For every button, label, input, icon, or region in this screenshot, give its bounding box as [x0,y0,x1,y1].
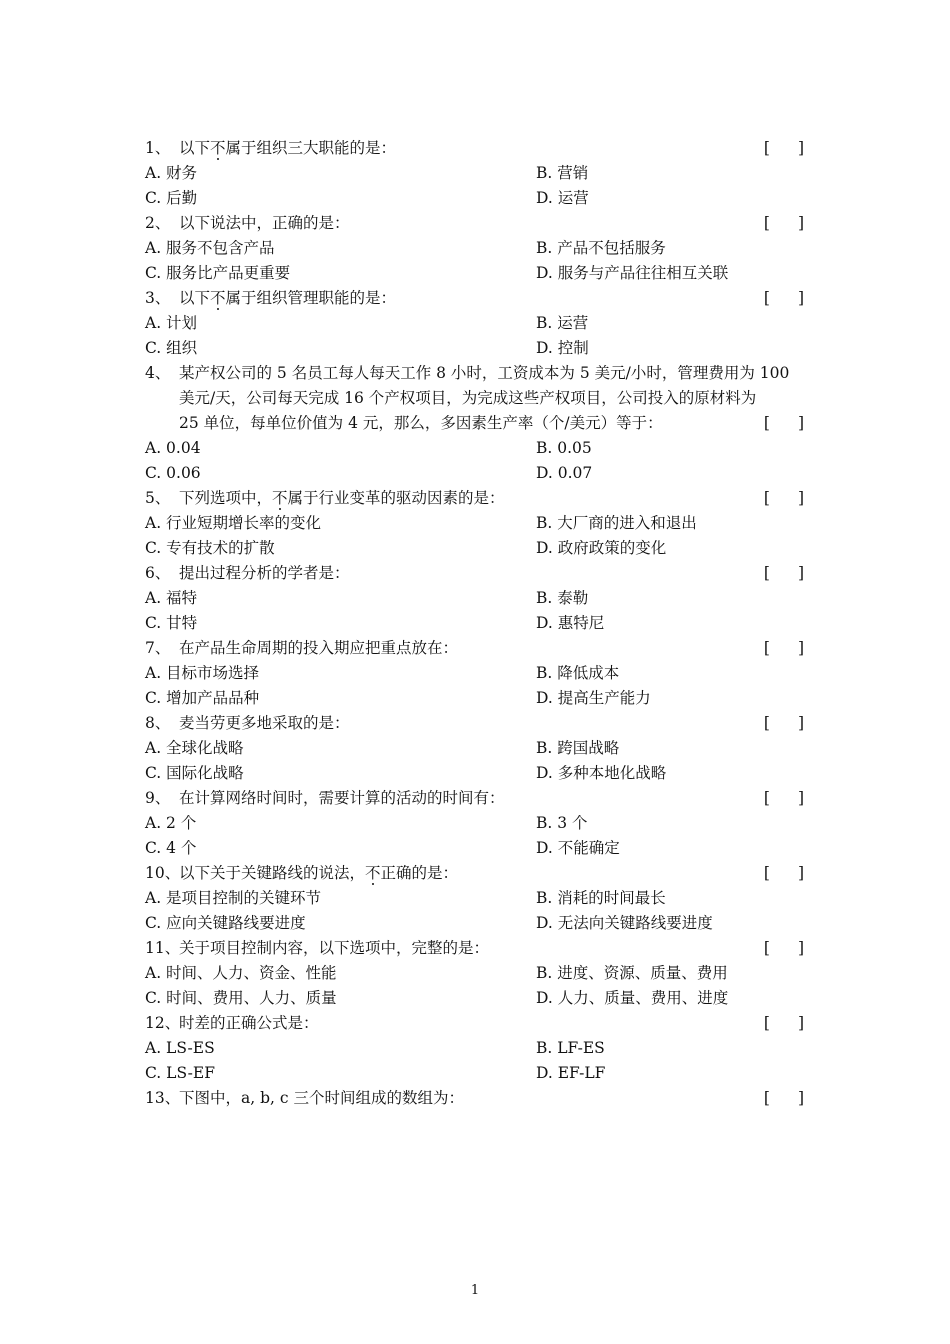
option-row [145,911,810,936]
bracket-left: [ [763,214,770,232]
bracket-right: ] [797,414,804,432]
bracket-left: [ [763,939,770,957]
answer-option: C. 甘特 [145,614,198,632]
answer-option: A. 服务不包含产品 [145,239,275,257]
answer-option: C. 专有技术的扩散 [145,539,275,557]
question-number: 12、 [145,1014,181,1032]
bracket-right: ] [797,489,804,507]
answer-option: B. 泰勒 [536,589,589,607]
question-number: 8、 [145,714,171,732]
answer-bracket[interactable] [764,486,804,511]
answer-bracket[interactable] [764,636,804,661]
option-row [145,811,810,836]
answer-option: B. 降低成本 [536,664,620,682]
question-text: 某产权公司的 5 名员工每人每天工作 8 小时，工资成本为 5 美元/小时，管理费用为 100 [179,364,790,382]
question-text-part: 关于项目控制内容，以下选项中，完整的是： [179,939,490,957]
option-row [145,261,810,286]
answer-option: B. 跨国战略 [536,739,620,757]
question-number: 4、 [145,364,171,382]
answer-option: D. EF-LF [536,1064,606,1082]
bracket-left: [ [763,489,770,507]
question-text-part: 正确的是： [380,864,459,882]
bracket-right: ] [797,214,804,232]
question-text-line [145,411,810,436]
question-list [145,136,810,1111]
question-text [179,289,396,307]
bracket-left: [ [763,1089,770,1107]
answer-bracket[interactable] [764,786,804,811]
question-number: 10、 [145,864,181,882]
question-text: 25 单位，每单位价值为 4 元，那么，多因素生产率（个/美元）等于： [179,414,663,432]
answer-option: A. 时间、人力、资金、性能 [145,964,337,982]
answer-bracket[interactable] [764,1086,804,1111]
question-10 [145,861,810,886]
answer-option: C. 4 个 [145,839,197,857]
answer-option: C. 增加产品品种 [145,689,260,707]
question-text-part: 属于组织管理职能的是： [225,289,397,307]
answer-option: B. 运营 [536,314,589,332]
answer-option: C. 时间、费用、人力、质量 [145,989,337,1007]
emphasis-word: 不 [272,486,288,511]
bracket-right: ] [797,939,804,957]
question-text-part: 下图中，a, b, c 三个时间组成的数组为： [179,1089,464,1107]
option-row [145,511,810,536]
option-row [145,611,810,636]
emphasis-word: 不 [210,136,226,161]
answer-option: B. 产品不包括服务 [536,239,666,257]
answer-option: B. 进度、资源、质量、费用 [536,964,728,982]
bracket-left: [ [763,1014,770,1032]
answer-option: C. 国际化战略 [145,764,244,782]
question-12 [145,1011,810,1036]
answer-bracket[interactable] [764,936,804,961]
question-5 [145,486,810,511]
answer-option: A. 0.04 [145,439,201,457]
bracket-left: [ [763,864,770,882]
answer-option: C. 组织 [145,339,198,357]
answer-option: C. 后勤 [145,189,198,207]
question-text-part: 下列选项中， [179,489,273,507]
option-row [145,586,810,611]
answer-option: A. 行业短期增长率的变化 [145,514,322,532]
question-13 [145,1086,810,1111]
answer-option: A. 是项目控制的关键环节 [145,889,322,907]
question-3 [145,286,810,311]
bracket-right: ] [797,639,804,657]
question-number: 11、 [145,939,181,957]
question-text-part: 以下 [179,139,211,157]
option-row [145,886,810,911]
option-row [145,186,810,211]
question-text [179,864,458,882]
question-number: 2、 [145,214,171,232]
option-row [145,686,810,711]
question-number: 1、 [145,139,171,157]
bracket-right: ] [797,1014,804,1032]
option-row [145,661,810,686]
answer-option: D. 无法向关键路线要进度 [536,914,713,932]
answer-option: B. LF-ES [536,1039,605,1057]
question-text-line [145,386,810,411]
question-text [179,564,350,582]
bracket-left: [ [763,564,770,582]
answer-bracket[interactable] [764,1011,804,1036]
answer-option: D. 不能确定 [536,839,620,857]
question-8 [145,711,810,736]
question-4 [145,361,810,436]
question-text [179,639,458,657]
answer-option: D. 0.07 [536,464,593,482]
question-text [179,789,505,807]
bracket-left: [ [763,289,770,307]
answer-option: A. 计划 [145,314,198,332]
answer-option: C. 服务比产品更重要 [145,264,291,282]
answer-option: B. 消耗的时间最长 [536,889,666,907]
option-row [145,311,810,336]
option-row [145,336,810,361]
answer-bracket[interactable] [764,561,804,586]
bracket-right: ] [797,714,804,732]
question-number: 7、 [145,639,171,657]
answer-option: D. 服务与产品往往相互关联 [536,264,729,282]
question-text-part: 时差的正确公式是： [179,1014,319,1032]
question-text [179,489,505,507]
answer-bracket[interactable] [764,411,804,436]
answer-option: C. 0.06 [145,464,201,482]
option-row [145,1036,810,1061]
answer-option: D. 人力、质量、费用、进度 [536,989,729,1007]
emphasis-word: 不 [210,286,226,311]
answer-option: A. 福特 [145,589,198,607]
question-2 [145,211,810,236]
question-text-part: 麦当劳更多地采取的是： [179,714,350,732]
answer-bracket[interactable] [764,711,804,736]
question-number: 13、 [145,1089,181,1107]
bracket-right: ] [797,789,804,807]
answer-option: B. 3 个 [536,814,588,832]
question-text-part: 以下关于关键路线的说法， [179,864,366,882]
answer-option: B. 营销 [536,164,589,182]
option-row [145,236,810,261]
question-text [179,714,350,732]
question-text-part: 提出过程分析的学者是： [179,564,350,582]
option-row [145,436,810,461]
answer-option: A. LS-ES [145,1039,215,1057]
option-row [145,961,810,986]
answer-option: D. 提高生产能力 [536,689,651,707]
question-11 [145,936,810,961]
bracket-right: ] [797,139,804,157]
question-7 [145,636,810,661]
answer-option: B. 大厂商的进入和退出 [536,514,697,532]
question-text [179,1089,464,1107]
question-6 [145,561,810,586]
question-text-part: 属于组织三大职能的是： [225,139,397,157]
question-text [179,139,396,157]
question-number: 9、 [145,789,171,807]
bracket-right: ] [797,564,804,582]
question-text-line [145,361,810,386]
bracket-left: [ [763,139,770,157]
answer-option: D. 控制 [536,339,589,357]
option-row [145,461,810,486]
bracket-left: [ [763,714,770,732]
answer-option: D. 惠特尼 [536,614,605,632]
question-text-part: 在产品生命周期的投入期应把重点放在： [179,639,459,657]
question-number: 6、 [145,564,171,582]
answer-option: A. 财务 [145,164,198,182]
question-text [179,939,489,957]
question-text: 美元/天，公司每天完成 16 个产权项目，为完成这些产权项目，公司投入的原材料为 [179,389,757,407]
answer-option: A. 目标市场选择 [145,664,260,682]
answer-option: D. 运营 [536,189,589,207]
question-number: 5、 [145,489,171,507]
option-row [145,836,810,861]
question-text-part: 以下说法中，正确的是： [179,214,350,232]
answer-bracket[interactable] [764,211,804,236]
question-9 [145,786,810,811]
question-text [179,214,350,232]
option-row [145,986,810,1011]
bracket-left: [ [763,639,770,657]
answer-option: A. 2 个 [145,814,197,832]
answer-bracket[interactable] [764,861,804,886]
answer-option: B. 0.05 [536,439,592,457]
question-number: 3、 [145,289,171,307]
answer-option: C. 应向关键路线要进度 [145,914,306,932]
bracket-right: ] [797,1089,804,1107]
answer-option: D. 政府政策的变化 [536,539,667,557]
question-text-part: 以下 [179,289,211,307]
option-row [145,536,810,561]
page-number: 1 [470,1283,480,1298]
option-row [145,161,810,186]
bracket-right: ] [797,864,804,882]
answer-option: A. 全球化战略 [145,739,244,757]
question-text [179,1014,319,1032]
question-text-part: 属于行业变革的驱动因素的是： [287,489,505,507]
answer-option: C. LS-EF [145,1064,215,1082]
answer-bracket[interactable] [764,286,804,311]
answer-bracket[interactable] [764,136,804,161]
emphasis-word: 不 [365,861,381,886]
answer-option: D. 多种本地化战略 [536,764,667,782]
bracket-left: [ [763,414,770,432]
question-text-part: 在计算网络时间时，需要计算的活动的时间有： [179,789,505,807]
question-1 [145,136,810,161]
bracket-left: [ [763,789,770,807]
bracket-right: ] [797,289,804,307]
option-row [145,1061,810,1086]
option-row [145,736,810,761]
option-row [145,761,810,786]
